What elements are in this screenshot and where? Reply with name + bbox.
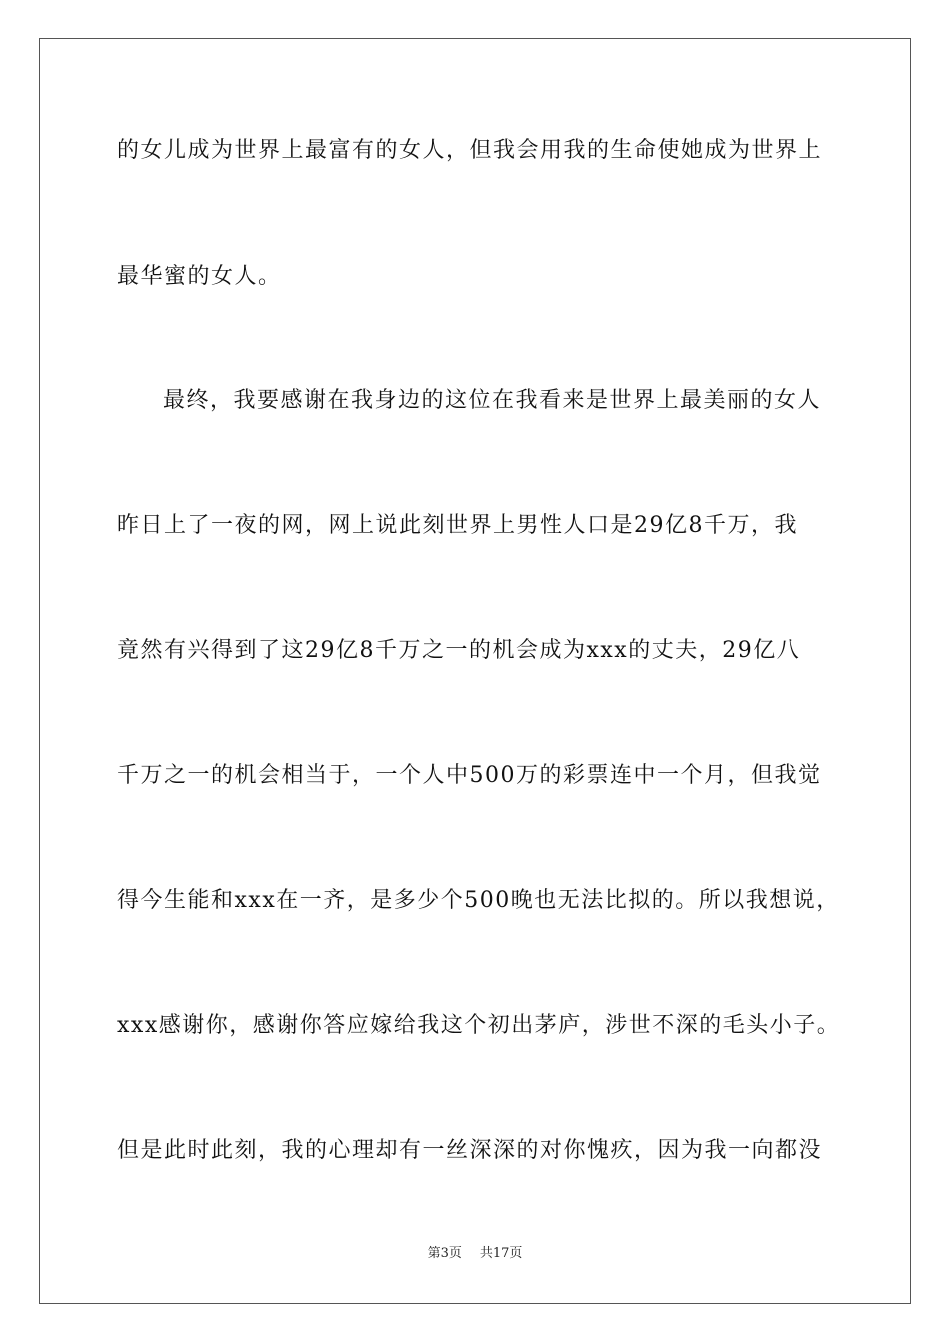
body-line-8: xxx感谢你，感谢你答应嫁给我这个初出茅庐，涉世不深的毛头小子。 — [117, 1013, 841, 1038]
total-pages: 共17页 — [479, 1246, 523, 1261]
body-line-5: 竟然有兴得到了这29亿8千万之一的机会成为xxx的丈夫，29亿八 — [117, 638, 801, 663]
page-footer — [0, 1245, 950, 1263]
body-line-4: 昨日上了一夜的网，网上说此刻世界上男性人口是29亿8千万，我 — [117, 513, 798, 538]
body-line-6: 千万之一的机会相当于，一个人中500万的彩票连中一个月，但我觉 — [117, 763, 822, 788]
body-line-2: 最华蜜的女人。 — [117, 264, 282, 289]
body-line-9: 但是此时此刻，我的心理却有一丝深深的对你愧疚，因为我一向都没 — [117, 1138, 823, 1163]
page-border — [39, 38, 911, 1304]
page-number: 第3页 — [427, 1246, 462, 1261]
body-line-7: 得今生能和xxx在一齐，是多少个500晚也无法比拟的。所以我想说， — [117, 888, 840, 913]
body-line-1: 的女儿成为世界上最富有的女人，但我会用我的生命使她成为世界上 — [117, 138, 823, 163]
body-line-3-paragraph-start: 最终，我要感谢在我身边的这位在我看来是世界上最美丽的女人 — [163, 388, 822, 413]
